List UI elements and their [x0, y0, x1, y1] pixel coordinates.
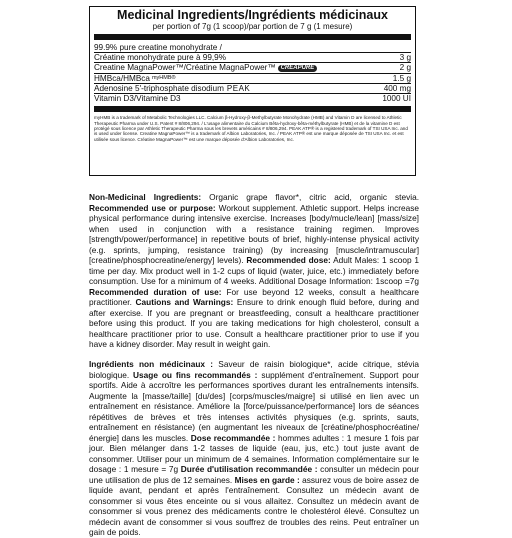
- ingredient-name: Créatine monohydrate pure à 99,9%: [94, 53, 226, 63]
- medicinal-ingredients-panel: [89, 6, 416, 176]
- ingredient-row: [94, 43, 411, 52]
- cautions-heading: Cautions and Warnings:: [135, 297, 234, 307]
- recommended-dose-text: Adult Males: 1 scoop 1 time per day. Mix product well in 1-2 cups of liquid (water, juice, etc.) immediately before consumption. Use for a minimum of 4 weeks. Additional Dosage Information: 1scoop =7g: [89, 255, 419, 286]
- recommended-dose-text-fr: hommes adultes : 1 mesure 1 fois par jour. Bien mélanger dans 1-2 tasses de liquide (eau, jus, etc.) tout juste avant de consommer. Utiliser pour un minimum de 4 semaines. Information complémentaire sur le dosage : 1 mesure = 7g: [89, 432, 419, 474]
- creapure-logo: CREAPURE: [278, 65, 318, 72]
- serving-size: per portion of 7g (1 scoop)/par portion de 7 g (1 mesure): [152, 22, 353, 31]
- ingredient-name: Creatine MagnaPower™/Créatine MagnaPower™: [94, 63, 276, 73]
- duration-heading-fr: Durée d'utilisation recommandée :: [180, 464, 318, 474]
- trademark-footnote: myHMB is a trademark of Metabolic Technologies LLC. Calcium β-Hydroxy-β-Methylbutyrate Monohydrate (HMB) and Vitamin D are licensed to Athletic Therapeutic Pharma under U.S. Patent # 8/806,294. / L'usage alimentaire du Calcium Bêta-hydroxy-bêta-méthylbutyrate (HMB) et de la vitamine D est protégé sous licence par Athletic Therapeutic Pharma sous les brevets américains # 8/806,294. PEAK ATP® is a registered trademark of TSI USA Inc. and is used under license. Creatine MagnaPower™ is a trademark of Albion Laboratories, Inc. / PEAK ATP® est une marque déposée de TSI USA Inc. et est utilisée sous licence. Créatine MagnaPower™ est une marque déposée d'Albion Laboratories, Inc.: [94, 115, 408, 142]
- ingredient-name: HMBca/HMBca: [94, 73, 150, 83]
- cautions-text: Ensure to drink enough fluid before, during and after exercise. If you are pregnant or breastfeeding, consult a healthcare practitioner before using this product. If you are taking medications for high cholesterol, consult a healthcare practitioner prior to use. Consult a healthcare practitioner prior to use if you have a kidney disorder. May result in weight gain.: [89, 297, 420, 349]
- ingredient-row: [94, 63, 411, 72]
- french-label-text: [89, 359, 419, 538]
- ingredient-amount: 1.5 g: [392, 73, 411, 83]
- recommended-dose-heading: Recommended dose:: [246, 255, 331, 265]
- ingredient-row: [94, 53, 411, 62]
- english-label-text: [89, 192, 419, 350]
- duration-text: For use beyond 12 weeks, consult a healthcare practitioner.: [89, 286, 419, 307]
- ingredient-amount: 1000 UI: [382, 94, 411, 104]
- cautions-text-fr: assurez vous de boire assez de liquide avant, pendant et après l'entraînement. Consultez un médecin avant de consommer si vous êtes enceinte ou si vous allaitez. Consultez un médecin avant de consommer si vous prenez des médicaments contre le cholestérol élevé. Consultez un médecin avant de consommer si vous souffrez de troubles des reins. Peut entraîner un gain de poids.: [89, 474, 419, 537]
- peak-logo: PEAK: [226, 84, 251, 94]
- myhmb-logo: myHMB®: [151, 74, 176, 81]
- ingredient-name: Adenosine 5'-triphosphate disodium: [94, 84, 224, 94]
- ingredient-row: [94, 74, 411, 83]
- ingredient-amount: 3 g: [399, 53, 411, 63]
- non-medicinal-heading: Non-Medicinal Ingredients:: [89, 192, 202, 202]
- ingredient-amount: 400 mg: [383, 84, 411, 94]
- recommended-dose-heading-fr: Dose recommandée :: [190, 432, 276, 443]
- ingredient-row: [94, 84, 411, 93]
- ingredient-name: Vitamin D3/Vitamine D3: [94, 94, 181, 104]
- non-medicinal-text-fr: Saveur de raisin biologique*, acide citrique, stévia biologique.: [89, 359, 420, 380]
- non-medicinal-text: Organic grape flavor*, citric acid, organic stevia.: [201, 192, 419, 202]
- non-medicinal-heading-fr: Ingrédients non médicinaux :: [89, 359, 214, 369]
- cautions-heading-fr: Mises en garde :: [234, 474, 300, 485]
- thick-divider: [94, 34, 411, 40]
- duration-text-fr: consulter un médecin pour une utilisation de plus de 12 semaines.: [89, 464, 419, 485]
- recommended-use-heading: Recommended use or purpose:: [89, 202, 216, 213]
- panel-title: Medicinal Ingredients/Ingrédients médicinaux: [117, 8, 388, 22]
- ingredient-amount: 2 g: [399, 63, 411, 73]
- recommended-use-text: Workout supplement. Athletic support. Helps increase physical performance during intensive exercise. Increases [body/mucle/lean] [mass/size] when used in conjunction with a resistance training regimen. Improves [strength/power/performance] in repetitive bouts of brief, highly-intense physical activity (e.g. sprints, jumping, resistance training) (by increasing [muscle/intramuscular] [creatine/phosphocreatine/energy] levels).: [89, 202, 419, 265]
- duration-heading: Recommended duration of use:: [89, 286, 222, 297]
- ingredient-row: [94, 94, 411, 103]
- recommended-use-text-fr: supplément d'entraînement. Support pour sportifs. Aide à accroître les performances sportives durant les entraînements intensifs. Augmente la [masse/taille] [du/des] [corps/muscles/maigre] si utilisé en lien avec un entraînement en résistance. Améliore la [force/puissance/performance] lors de séances répétitives de brèves et très intenses activités physiques (e.g. sprints, sauts, entraînement en résistance) (en augmentant les niveaux de [créatine/phosphocréatine/énergie] dans les muscles.: [89, 369, 419, 443]
- thick-divider: [94, 106, 411, 112]
- recommended-use-heading-fr: Usage ou fins recommandés :: [133, 369, 258, 380]
- ingredient-name: 99.9% pure creatine monohydrate /: [94, 43, 222, 52]
